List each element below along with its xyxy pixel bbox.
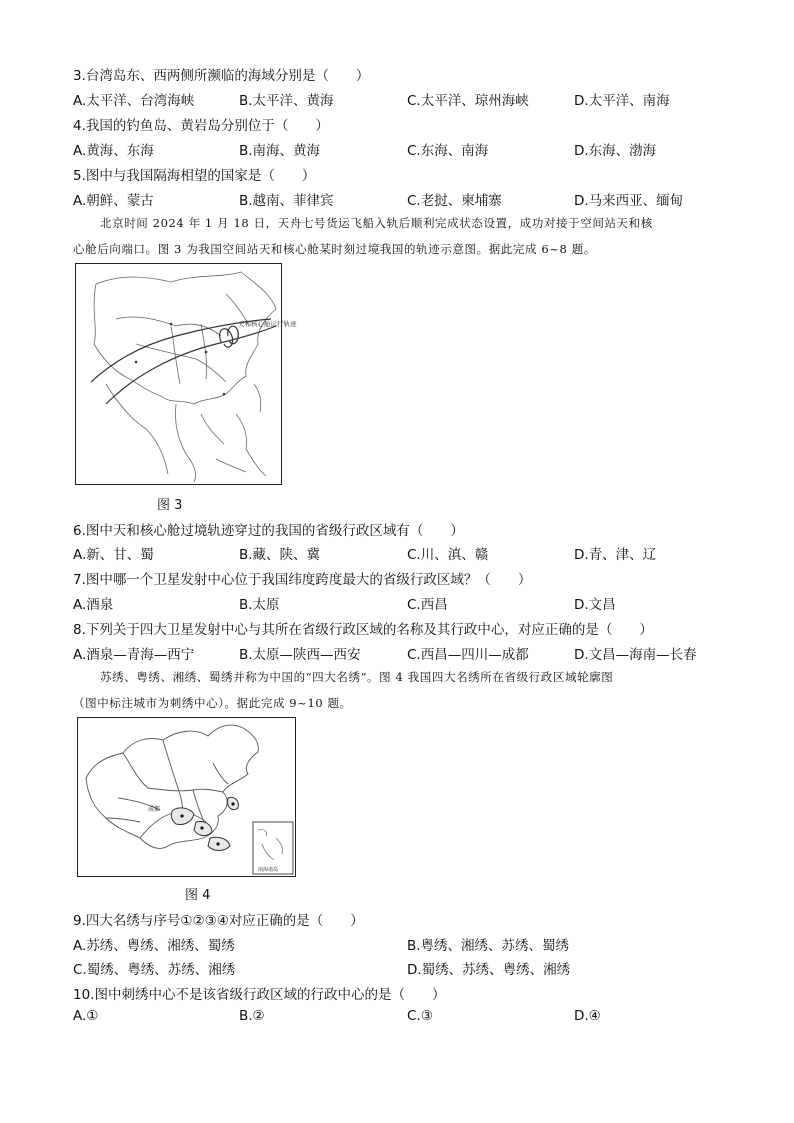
option-a[interactable]: A.太平洋、台湾海峡 xyxy=(73,93,195,109)
figure-3-caption: 图 3 xyxy=(157,498,183,513)
option-c[interactable]: C.老挝、柬埔寨 xyxy=(407,193,502,209)
figure-4-map xyxy=(77,717,296,877)
option-d[interactable]: D.青、津、辽 xyxy=(574,547,657,563)
option-c[interactable]: C.③ xyxy=(407,1008,433,1024)
question-3-options xyxy=(73,89,753,107)
option-a[interactable]: A.苏绣、粤绣、湘绣、蜀绣 xyxy=(73,938,235,954)
option-c[interactable]: C.东海、南海 xyxy=(407,143,489,159)
option-a[interactable]: A.黄海、东海 xyxy=(73,143,154,159)
option-b[interactable]: B.太平洋、黄海 xyxy=(239,93,334,109)
option-d[interactable]: D.马来西亚、缅甸 xyxy=(574,193,684,209)
question-7-options xyxy=(73,593,753,611)
option-a[interactable]: A.朝鲜、蒙古 xyxy=(73,193,154,209)
option-d[interactable]: D.④ xyxy=(574,1008,601,1024)
question-10-stem: 10.图中刺绣中心不是该省级行政区域的行政中心的是（ ） xyxy=(73,987,446,1003)
question-9-stem: 9.四大名绣与序号①②③④对应正确的是（ ） xyxy=(73,913,364,929)
option-d[interactable]: D.文昌—海南—长春 xyxy=(574,647,697,663)
question-8-stem: 8.下列关于四大卫星发射中心与其所在省级行政区域的名称及其行政中心，对应正确的是（ ） xyxy=(73,622,653,638)
question-3-stem: 3.台湾岛东、西两侧所濒临的海域分别是（ ） xyxy=(73,68,370,84)
figure-4-caption: 图 4 xyxy=(185,888,211,903)
option-a[interactable]: A.新、甘、蜀 xyxy=(73,547,154,563)
passage-2-line-2: （图中标注城市为刺绣中心）。据此完成 9~10 题。 xyxy=(73,696,352,710)
orbit-label: 天和核心舱运行轨迹 xyxy=(238,320,297,328)
option-a[interactable]: A.① xyxy=(73,1008,99,1024)
question-9-options-row-1 xyxy=(73,934,753,952)
question-5-options xyxy=(73,189,753,207)
city-label-chengdu: 成都 xyxy=(148,806,161,813)
china-outline-graphic xyxy=(78,718,295,876)
question-10-options xyxy=(73,1008,753,1026)
option-b[interactable]: B.藏、陕、冀 xyxy=(239,547,321,563)
passage-1-line-2: 心舱后向端口。图 3 为我国空间站天和核心舱某时刻过境我国的轨迹示意图。据此完成 6~8 题。 xyxy=(73,242,596,256)
question-9-options-row-2 xyxy=(73,958,753,976)
option-d[interactable]: D.东海、渤海 xyxy=(574,143,657,159)
option-c[interactable]: C.西昌 xyxy=(407,597,448,613)
option-d[interactable]: D.蜀绣、苏绣、粤绣、湘绣 xyxy=(407,962,571,978)
option-b[interactable]: B.太原—陕西—西安 xyxy=(239,647,361,663)
inset-label: 南海诸岛 xyxy=(258,867,279,873)
question-8-options xyxy=(73,643,753,661)
asia-map-graphic xyxy=(76,264,297,484)
option-d[interactable]: D.太平洋、南海 xyxy=(574,93,670,109)
question-4-options xyxy=(73,139,753,157)
question-6-stem: 6.图中天和核心舱过境轨迹穿过的我国的省级行政区域有（ ） xyxy=(73,523,464,539)
passage-1-line-1: 北京时间 2024 年 1 月 18 日，天舟七号货运飞船入轨后顺利完成状态设置，成功对接于空间站天和核 xyxy=(100,216,653,230)
option-b[interactable]: B.太原 xyxy=(239,597,280,613)
figure-3-map xyxy=(75,263,297,485)
option-a[interactable]: A.酒泉—青海—西宁 xyxy=(73,647,195,663)
option-c[interactable]: C.蜀绣、粤绣、苏绣、湘绣 xyxy=(73,962,236,978)
option-a[interactable]: A.酒泉 xyxy=(73,597,114,613)
option-b[interactable]: B.② xyxy=(239,1008,265,1024)
question-5-stem: 5.图中与我国隔海相望的国家是（ ） xyxy=(73,168,316,184)
option-d[interactable]: D.文昌 xyxy=(574,597,616,613)
passage-2-line-1: 苏绣、粤绣、湘绣、蜀绣并称为中国的“四大名绣”。图 4 我国四大名绣所在省级行政区域轮廓图 xyxy=(100,670,614,684)
question-4-stem: 4.我国的钓鱼岛、黄岩岛分别位于（ ） xyxy=(73,118,329,134)
option-b[interactable]: B.粤绣、湘绣、苏绣、蜀绣 xyxy=(407,938,570,954)
question-7-stem: 7.图中哪一个卫星发射中心位于我国纬度跨度最大的省级行政区域？（ ） xyxy=(73,572,532,588)
option-c[interactable]: C.西昌—四川—成都 xyxy=(407,647,529,663)
option-b[interactable]: B.南海、黄海 xyxy=(239,143,321,159)
option-c[interactable]: C.太平洋、琼州海峡 xyxy=(407,93,529,109)
option-b[interactable]: B.越南、菲律宾 xyxy=(239,193,334,209)
question-6-options xyxy=(73,543,753,561)
orbit-track-line xyxy=(91,319,271,382)
option-c[interactable]: C.川、滇、赣 xyxy=(407,547,489,563)
